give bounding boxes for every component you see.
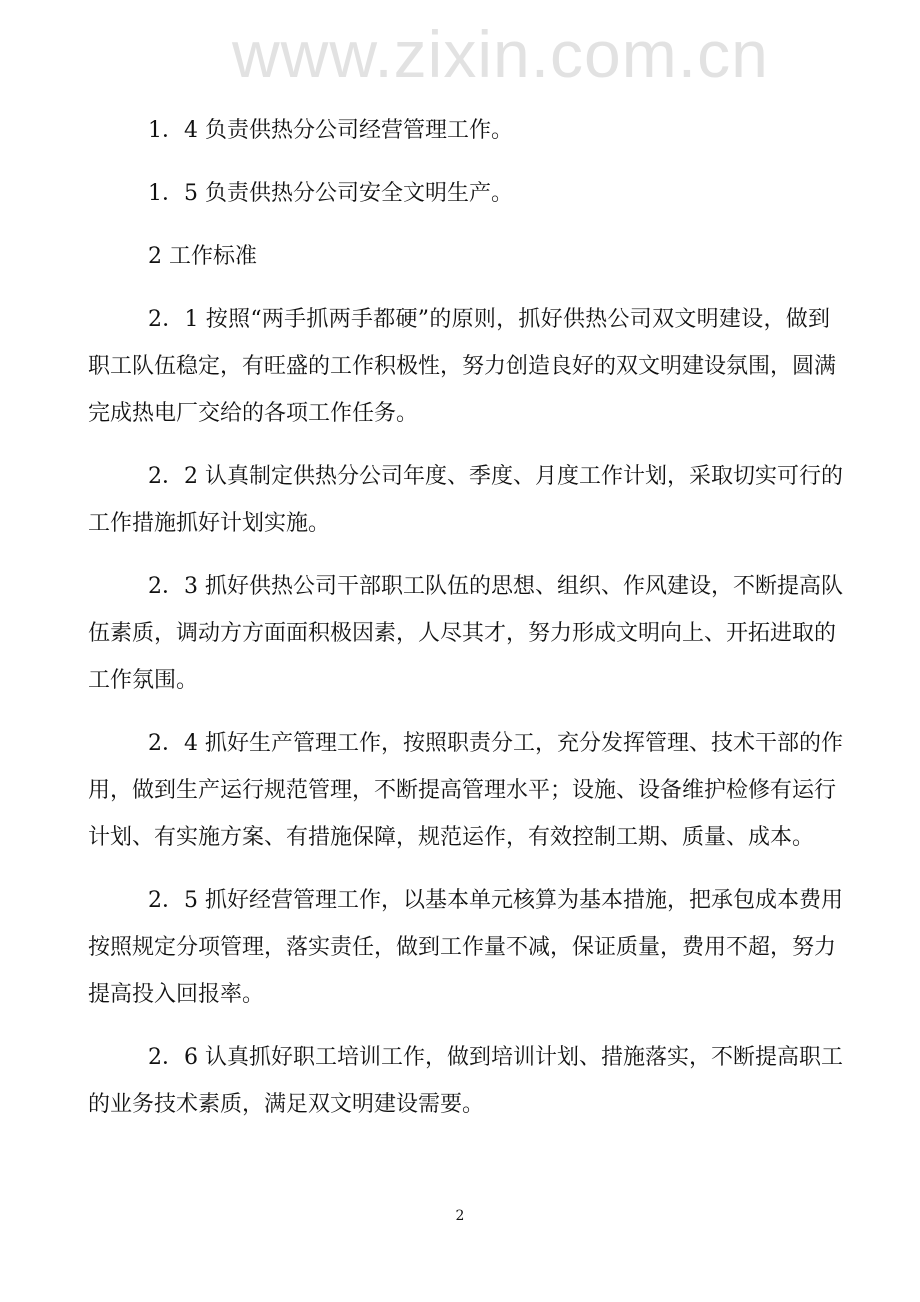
paragraph [88,1034,843,1128]
text-line: 2．1 按照“两手抓两手都硬”的原则，抓好供热公司双文明建设，做到 [148,307,830,332]
text-line: 用，做到生产运行规范管理，不断提高管理水平；设施、设备维护检修有运行 [88,778,837,803]
paragraph [88,563,843,704]
paragraph [88,107,830,154]
text-line: 2．2 认真制定供热分公司年度、季度、月度工作计划，采取切实可行的 [148,464,843,489]
text-line: 2．6 认真抓好职工培训工作，做到培训计划、措施落实，不断提高职工 [148,1045,843,1070]
text-line: 提高投入回报率。 [88,982,265,1007]
paragraph [88,877,843,1018]
text-line: 完成热电厂交给的各项工作任务。 [88,401,419,426]
text-line: 2．4 抓好生产管理工作，按照职责分工，充分发挥管理、技术干部的作 [148,731,843,756]
paragraph [88,296,837,437]
text-line: 工作措施抓好计划实施。 [88,511,331,536]
paragraph [88,720,843,861]
text-line: 1．4 负责供热分公司经营管理工作。 [148,118,513,143]
paragraph [88,453,843,547]
text-line: 2 工作标准 [148,244,257,269]
text-line: 2．3 抓好供热公司干部职工队伍的思想、组织、作风建设，不断提高队 [148,574,843,599]
paragraph [88,170,830,217]
page-number: 2 [455,1208,465,1224]
text-line: 伍素质，调动方方面面积极因素，人尽其才，努力形成文明向上、开拓进取的 [88,621,837,646]
paragraph [88,233,830,280]
text-line: 职工队伍稳定，有旺盛的工作积极性，努力创造良好的双文明建设氛围，圆满 [88,354,837,379]
text-line: 按照规定分项管理，落实责任，做到工作量不减，保证质量，费用不超，努力 [88,935,837,960]
text-line: 2．5 抓好经营管理工作，以基本单元核算为基本措施，把承包成本费用 [148,888,843,913]
text-line: 1．5 负责供热分公司安全文明生产。 [148,181,513,206]
watermark: www.zixin.com.cn [232,17,769,91]
document-body [88,107,843,1144]
text-line: 工作氛围。 [88,668,199,693]
text-line: 的业务技术素质，满足双文明建设需要。 [88,1092,485,1117]
text-line: 计划、有实施方案、有措施保障，规范运作，有效控制工期、质量、成本。 [88,825,815,850]
